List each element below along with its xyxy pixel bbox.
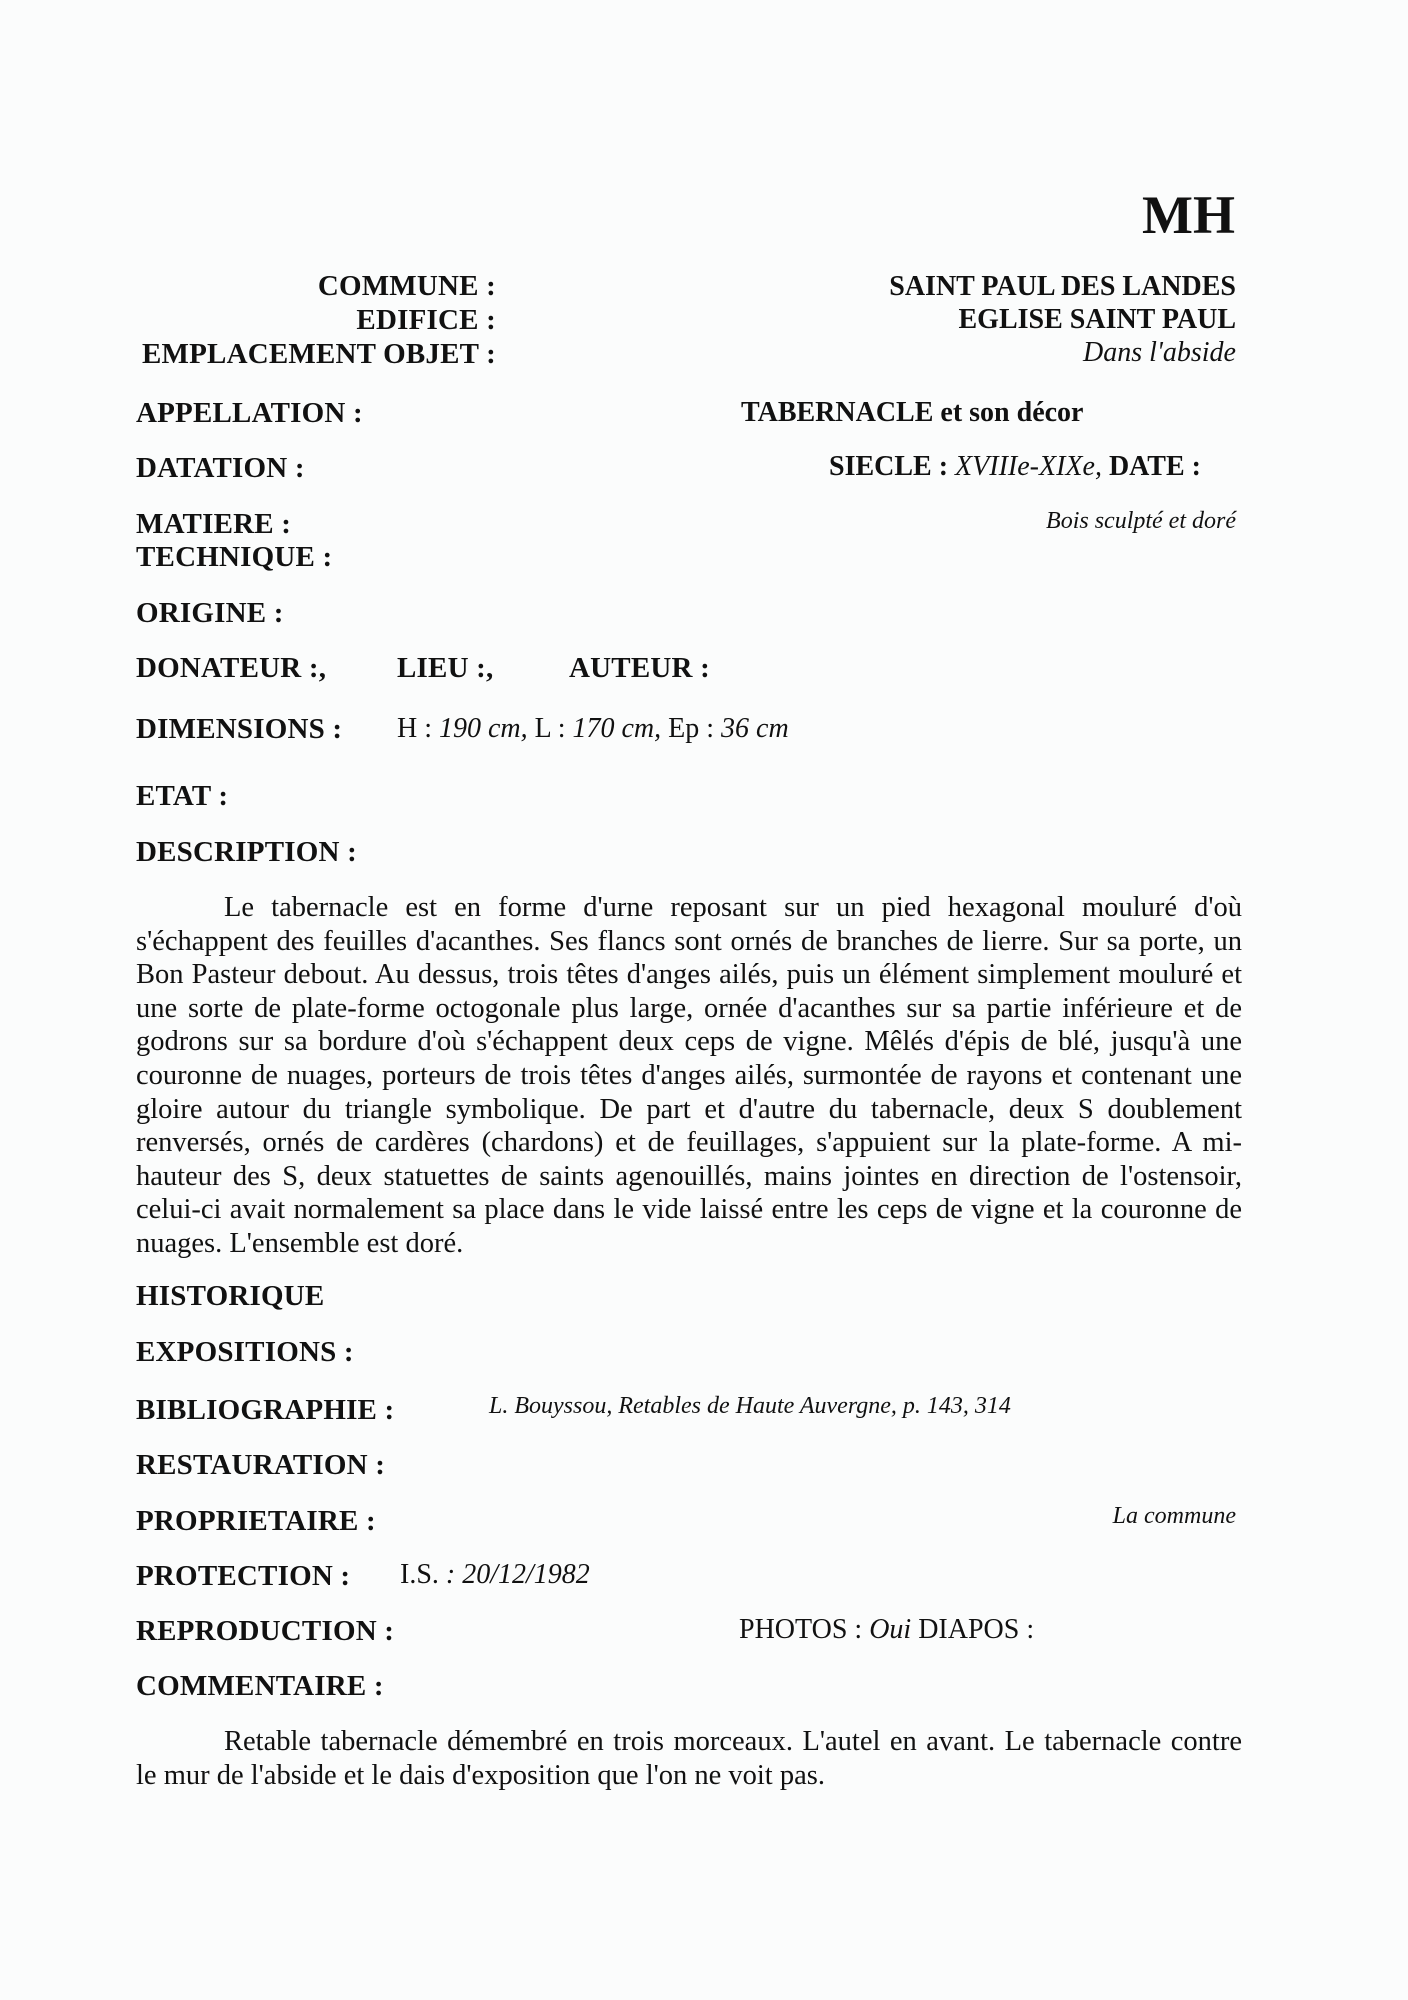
matiere-label: MATIERE :: [136, 508, 292, 540]
edifice-label: EDIFICE :: [356, 304, 496, 336]
matiere-technique-value: Bois sculpté et doré: [1046, 508, 1236, 534]
mh-mark: MH: [1142, 185, 1235, 245]
description-text: Le tabernacle est en forme d'urne reposant sur un pied hexagonal mouluré d'où s'échappent des feuilles d'acanthes. Ses flancs sont ornés de branches de lierre. Sur sa porte, un Bon Pasteur debout. Au dessus, trois têtes d'anges ailés, puis un élément simplement mouluré et une sorte de plate-forme octogonale plus large, ornée d'acanthes sur sa partie inférieure et de godrons sur sa bordure d'où s'échappent deux ceps de vigne. Mêlés d'épis de blé, jusqu'à une couronne de nuages, porteurs de trois têtes d'anges ailés, surmontée de rayons et contenant une gloire autour du triangle symbolique. De part et d'autre du tabernacle, deux S doublement renversés, ornés de cardères (chardons) et de feuillages, s'appuient sur la plate-forme. A mi-hauteur des S, deux statuettes de saints agenouillés, mains jointes en direction de l'ostensoir, celui-ci avait normalement sa place dans le vide laissé entre les ceps de vigne et la couronne de nuages. L'ensemble est doré.: [136, 892, 1242, 1259]
photos-value: Oui: [869, 1614, 912, 1645]
emplacement-value: Dans l'abside: [1083, 337, 1236, 368]
protection-type: I.S.: [400, 1559, 439, 1590]
protection-date: : 20/12/1982: [445, 1559, 590, 1590]
appellation-label: APPELLATION :: [136, 397, 363, 429]
siecle-value: XVIIIe-XIXe,: [955, 451, 1102, 482]
expositions-label: EXPOSITIONS :: [136, 1336, 354, 1368]
restauration-label: RESTAURATION :: [136, 1449, 386, 1481]
protection-label: PROTECTION :: [136, 1560, 351, 1592]
commune-value: SAINT PAUL DES LANDES: [889, 271, 1236, 302]
historique-label: HISTORIQUE: [136, 1280, 325, 1312]
dim-ep-value: 36 cm: [721, 713, 789, 744]
commune-label: COMMUNE :: [317, 270, 496, 302]
datation-label: DATATION :: [136, 452, 305, 484]
protection-value: [400, 1559, 590, 1591]
siecle-label: SIECLE :: [829, 451, 949, 482]
dim-ep-label: Ep :: [668, 713, 715, 744]
edifice-value: EGLISE SAINT PAUL: [958, 304, 1236, 335]
dim-h-value: 190 cm,: [439, 713, 528, 744]
diapos-label: DIAPOS :: [918, 1614, 1035, 1645]
bibliographie-value: L. Bouyssou, Retables de Haute Auvergne, p. 143, 314: [489, 1393, 1011, 1419]
dimensions-value: [397, 713, 789, 745]
dim-h-label: H :: [397, 713, 432, 744]
bibliographie-label: BIBLIOGRAPHIE :: [136, 1394, 395, 1426]
donateur-label: DONATEUR :,: [136, 652, 327, 684]
photos-label: PHOTOS :: [739, 1614, 863, 1645]
dim-l-value: 170 cm,: [572, 713, 662, 744]
datation-row: [829, 451, 1201, 483]
commentaire-text: Retable tabernacle démembré en trois morceaux. L'autel en avant. Le tabernacle contre le mur de l'abside et le dais d'exposition que l'on ne voit pas.: [136, 1726, 1242, 1791]
commentaire-paragraph: [136, 1725, 1242, 1792]
origine-label: ORIGINE :: [136, 597, 284, 629]
lieu-label: LIEU :,: [397, 652, 494, 684]
etat-label: ETAT :: [136, 780, 229, 812]
appellation-value: TABERNACLE et son décor: [741, 397, 1084, 428]
date-label: DATE :: [1108, 451, 1201, 482]
description-paragraph: [136, 891, 1242, 1261]
reproduction-value: [739, 1614, 1034, 1646]
description-label: DESCRIPTION :: [136, 836, 357, 868]
proprietaire-value: La commune: [1112, 1503, 1236, 1529]
dimensions-label: DIMENSIONS :: [136, 713, 343, 745]
dim-l-label: L :: [534, 713, 566, 744]
proprietaire-label: PROPRIETAIRE :: [136, 1505, 376, 1537]
emplacement-label: EMPLACEMENT OBJET :: [142, 338, 496, 370]
auteur-label: AUTEUR :: [569, 652, 710, 684]
reproduction-label: REPRODUCTION :: [136, 1615, 395, 1647]
technique-label: TECHNIQUE :: [136, 541, 333, 573]
commentaire-label: COMMENTAIRE :: [136, 1670, 384, 1702]
